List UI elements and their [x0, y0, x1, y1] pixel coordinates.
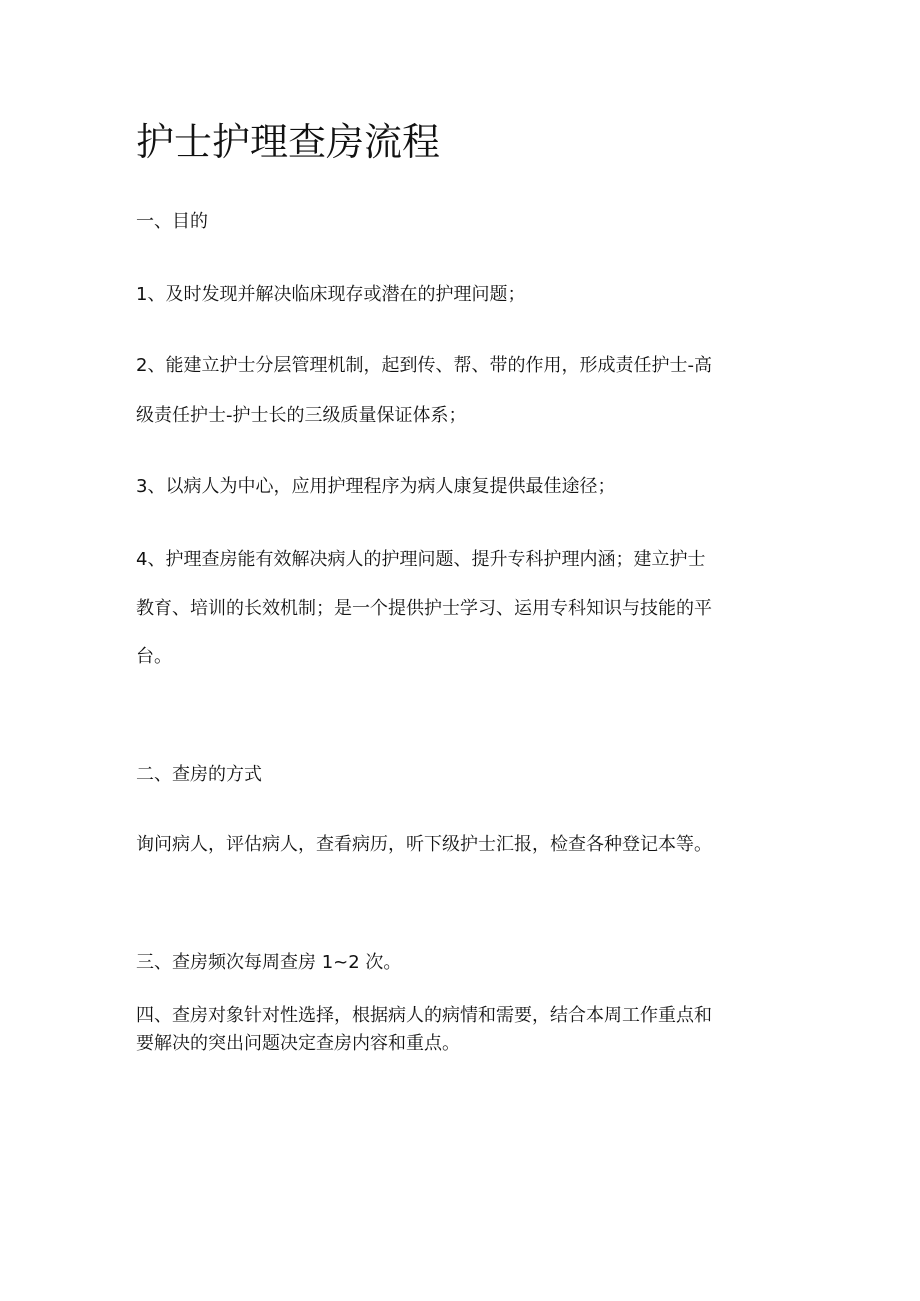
section-4-line-2: 要解决的突出问题决定查房内容和重点。	[136, 1033, 460, 1054]
purpose-item-4-line-2: 教育、培训的长效机制；是一个提供护士学习、运用专科知识与技能的平	[136, 598, 712, 619]
document-title: 护士护理查房流程	[136, 120, 441, 164]
purpose-item-2-line-2: 级责任护士-护士长的三级质量保证体系；	[136, 405, 467, 426]
section-2-heading: 二、查房的方式	[136, 764, 262, 785]
purpose-item-4-line-3: 台。	[136, 646, 172, 667]
purpose-item-1: 1、及时发现并解决临床现存或潜在的护理问题；	[136, 284, 526, 305]
section-4-line-1: 四、查房对象针对性选择，根据病人的病情和需要，结合本周工作重点和	[136, 1005, 712, 1026]
purpose-item-2-line-1: 2、能建立护士分层管理机制，起到传、帮、带的作用，形成责任护士-高	[136, 355, 712, 376]
purpose-item-4-line-1: 4、护理查房能有效解决病人的护理问题、提升专科护理内涵；建立护士	[136, 549, 706, 570]
rounds-method-text: 询问病人，评估病人，查看病历，听下级护士汇报，检查各种登记本等。	[136, 834, 712, 855]
section-3-text: 三、查房频次每周查房 1~2 次。	[136, 952, 402, 973]
section-1-heading: 一、目的	[136, 211, 208, 232]
purpose-item-3: 3、以病人为中心，应用护理程序为病人康复提供最佳途径；	[136, 476, 616, 497]
